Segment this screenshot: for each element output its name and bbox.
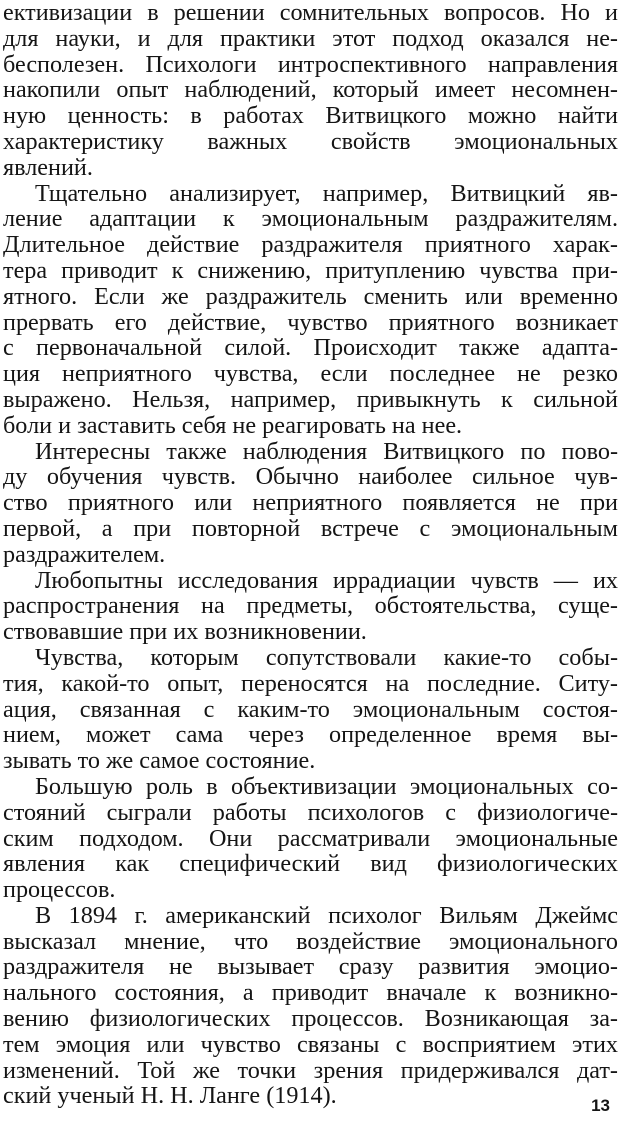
text-line: Интересны также наблюдения Витвицкого по пово-	[35, 438, 618, 465]
text-line: тера приводит к снижению, притуплению чувства при-	[3, 257, 618, 284]
text-line: ство приятного или неприятного появляется не при	[3, 490, 618, 516]
paragraph	[3, 903, 618, 1109]
text-line: накопили опыт наблюдений, который имеет несомнен-	[3, 77, 618, 104]
text-line: выражено. Нельзя, например, привыкнуть к сильной	[3, 386, 618, 413]
body-text	[3, 0, 618, 1109]
text-line: Чувства, которым сопутствовали какие-то собы-	[35, 644, 618, 671]
page-number: 13	[591, 1096, 610, 1115]
text-line: В 1894 г. американский психолог Вильям Джеймс	[35, 902, 618, 929]
text-line: для науки, и для практики этот подход оказался не-	[3, 25, 618, 52]
text-line: ция неприятного чувства, если последнее не резко	[3, 361, 618, 387]
text-line: Тщательно анализирует, например, Витвицкий яв-	[35, 180, 618, 207]
text-line: прервать его действие, чувство приятного возникает	[3, 309, 618, 336]
paragraph	[3, 774, 618, 903]
text-line: Длительное действие раздражителя приятного харак-	[3, 232, 618, 258]
text-line: тем эмоция или чувство связаны с восприятием этих	[3, 1031, 618, 1058]
text-line: распространения на предметы, обстоятельства, суще-	[3, 593, 618, 620]
text-line: нием, может сама через определенное время вы-	[3, 722, 618, 749]
text-line: первой, а при повторной встрече с эмоциональным	[3, 515, 618, 542]
text-line: высказал мнение, что воздействие эмоционального	[3, 928, 618, 955]
text-line: ским подходом. Они рассматривали эмоциональные	[3, 825, 618, 852]
text-line: явления как специфический вид физиологических	[3, 851, 618, 878]
text-line: характеристику важных свойств эмоциональных	[3, 128, 618, 155]
text-line: Любопытны исследования иррадиации чувств — их	[35, 567, 618, 594]
text-line: с первоначальной силой. Происходит также адапта-	[3, 335, 618, 362]
text-line: процессов.	[3, 877, 116, 903]
paragraph	[3, 181, 618, 439]
text-line: стояний сыграли работы психологов с физиологиче-	[3, 799, 618, 826]
text-line: зывать то же самое состояние.	[3, 748, 316, 774]
text-line: боли и заставить себя не реагировать на нее.	[3, 412, 463, 439]
text-line: ация, связанная с каким-то эмоциональным состоя-	[3, 696, 618, 723]
text-line: Большую роль в объективизации эмоциональных со-	[35, 773, 618, 800]
paragraph	[3, 0, 618, 181]
text-line: изменений. Той же точки зрения придерживался дат-	[3, 1057, 618, 1084]
text-line: тия, какой-то опыт, переносятся на последние. Ситу-	[3, 670, 618, 697]
text-line: ду обучения чувств. Обычно наиболее сильное чув-	[3, 464, 618, 491]
paragraph	[3, 439, 618, 568]
text-line: ективизации в решении сомнительных вопросов. Но и	[3, 0, 618, 26]
text-line: раздражителя не вызывает сразу развития эмоцио-	[3, 954, 618, 981]
paragraph	[3, 568, 618, 645]
text-line: нального состояния, а приводит вначале к возникно-	[3, 980, 618, 1007]
text-line: раздражителем.	[3, 541, 166, 568]
text-line: ятного. Если же раздражитель сменить или временно	[3, 283, 618, 310]
text-line: бесполезен. Психологи интроспективного направления	[3, 51, 618, 78]
text-line: ление адаптации к эмоциональным раздражителям.	[3, 206, 618, 233]
text-line: ствовавшие при их возникновении.	[3, 619, 367, 645]
text-line: явлений.	[3, 154, 93, 181]
text-line: ную ценность: в работах Витвицкого можно найти	[3, 103, 618, 129]
text-line: вению физиологических процессов. Возникающая за-	[3, 1006, 618, 1032]
text-line: ский ученый Н. Н. Ланге (1914).	[3, 1083, 337, 1110]
paragraph	[3, 645, 618, 774]
